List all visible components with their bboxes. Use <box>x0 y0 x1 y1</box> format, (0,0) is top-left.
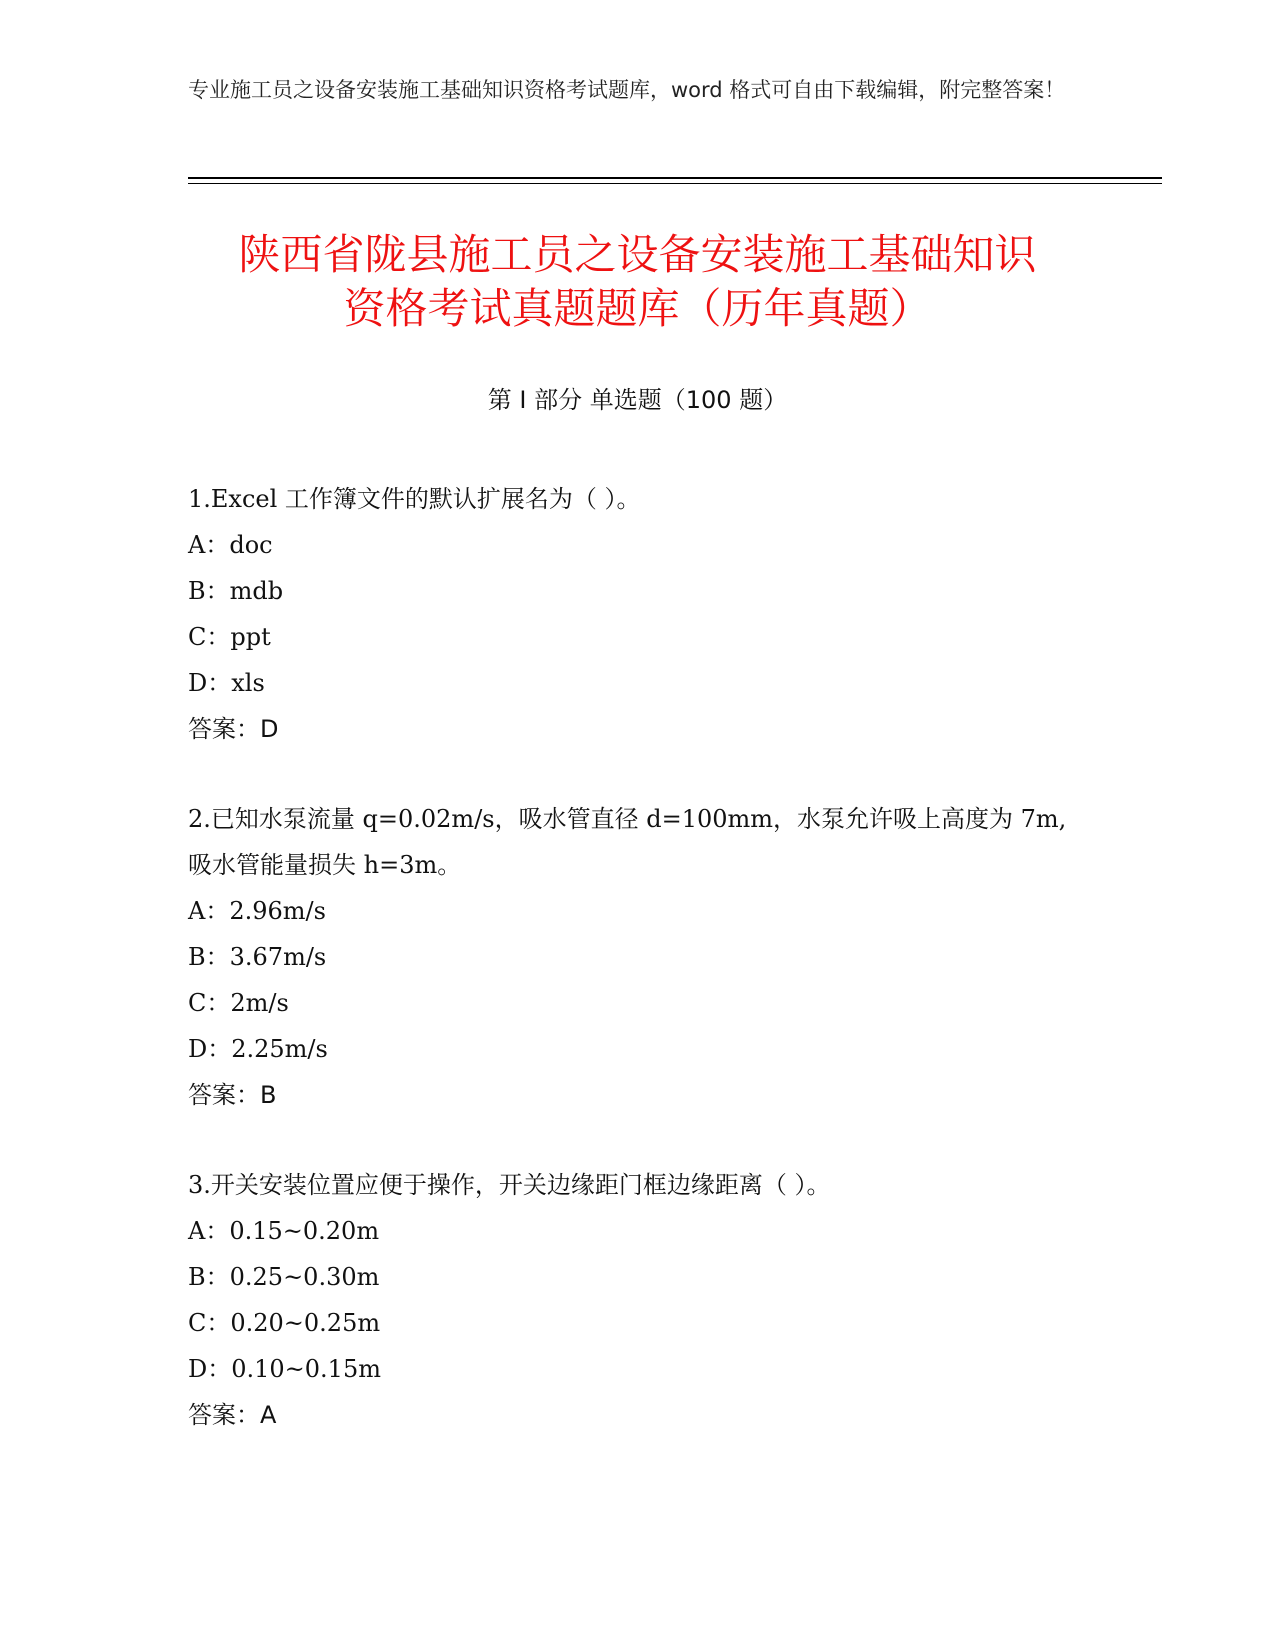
document-title <box>150 228 1125 336</box>
question-3 <box>188 1162 1088 1438</box>
option-c: C：0.20~0.25m <box>188 1309 381 1337</box>
option-a: A：0.15~0.20m <box>188 1217 380 1245</box>
document-title-line-1: 陕西省陇县施工员之设备安装施工基础知识 <box>238 230 1037 279</box>
answer: 答案：A <box>188 1401 277 1429</box>
option-b: B：0.25~0.30m <box>188 1263 380 1291</box>
answer: 答案：D <box>188 715 279 743</box>
option-d: D：xls <box>188 669 265 697</box>
header-divider-thick <box>188 177 1162 179</box>
document-title-line-2: 资格考试真题题库（历年真题） <box>343 284 932 333</box>
option-a: A：2.96m/s <box>188 897 326 925</box>
answer: 答案：B <box>188 1081 277 1109</box>
option-d: D：0.10~0.15m <box>188 1355 381 1383</box>
question-stem: 2.已知水泵流量 q=0.02m/s，吸水管直径 d=100mm，水泵允许吸上高度为 7m,吸水管能量损失 h=3m。 <box>188 805 1067 879</box>
option-a: A：doc <box>188 531 273 559</box>
header-divider-thin <box>188 183 1162 184</box>
section-title: 第 I 部分 单选题（100 题） <box>487 386 788 414</box>
question-stem: 1.Excel 工作簿文件的默认扩展名为（ ）。 <box>188 485 641 513</box>
option-c: C：ppt <box>188 623 271 651</box>
option-d: D：2.25m/s <box>188 1035 328 1063</box>
question-1 <box>188 476 1088 752</box>
header-note: 专业施工员之设备安装施工基础知识资格考试题库，word 格式可自由下载编辑，附完整答案！ <box>188 78 1066 102</box>
question-2 <box>188 796 1088 1118</box>
question-stem: 3.开关安装位置应便于操作，开关边缘距门框边缘距离（ ）。 <box>188 1171 831 1199</box>
option-b: B：mdb <box>188 577 284 605</box>
option-b: B：3.67m/s <box>188 943 327 971</box>
option-c: C：2m/s <box>188 989 289 1017</box>
